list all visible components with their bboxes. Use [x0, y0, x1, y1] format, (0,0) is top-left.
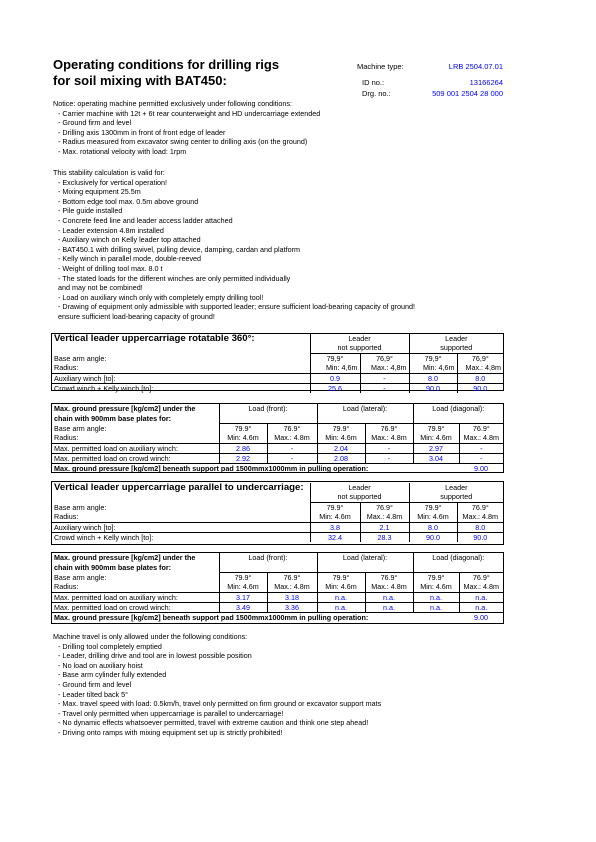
section2-table: [52, 483, 503, 542]
machine-type-label: Machine type:: [357, 62, 404, 71]
leader-header: Leader: [409, 483, 503, 492]
travel-condition-item: - Ground firm and level: [58, 679, 132, 689]
aux-winch-value: 8.0: [457, 373, 503, 383]
leader-header: Leader: [310, 334, 409, 343]
angle-cell: 76.9°: [365, 423, 413, 433]
perm-crowd-value: 3.36: [267, 602, 317, 612]
angle-cell: 79.9°: [219, 572, 267, 582]
section1-pressure-table: [52, 404, 503, 474]
perm-crowd-value: n.a.: [365, 602, 413, 612]
perm-crowd-value: 3.49: [219, 602, 267, 612]
aux-winch-value: 2.1: [360, 522, 409, 532]
angle-cell: 76.9°: [459, 423, 503, 433]
radius-label: Radius:: [52, 433, 219, 443]
validity-item: - The stated loads for the different winches are only permitted individually: [58, 273, 291, 283]
radius-cell: Max.: 4.8m: [457, 512, 503, 522]
perm-aux-value: n.a.: [317, 592, 365, 602]
angle-cell: 76.9°: [267, 423, 317, 433]
notice-item: - Carrier machine with 12t + 6t rear counterweight and HD undercarriage extended: [58, 108, 321, 118]
radius-cell: Min: 4,6m: [310, 363, 360, 373]
travel-block: [53, 632, 381, 738]
radius-cell: Min: 4.6m: [409, 512, 457, 522]
perm-crowd-value: -: [267, 453, 317, 463]
perm-aux-label: Max. permitted load on auxiliary winch:: [52, 443, 219, 453]
leader-header: Leader: [409, 334, 503, 343]
radius-cell: Max.: 4.8m: [459, 433, 503, 443]
angle-cell: 76.9°: [360, 502, 409, 512]
support-pad-value: 9.00: [474, 464, 489, 474]
validity-item: - Exclusively for vertical operation!: [58, 177, 168, 187]
notice-item: - Max. rotational velocity with load: 1rpm: [58, 146, 187, 156]
drg-no-label: Drg. no.:: [362, 89, 391, 98]
supported-header: supported: [409, 492, 503, 502]
radius-cell: Max.: 4.8m: [459, 582, 503, 592]
load-front-header: Load (front):: [219, 404, 317, 413]
validity-item: - Pile guide installed: [58, 206, 123, 216]
id-no-label: ID no.:: [362, 78, 385, 87]
aux-winch-value: 0.9: [310, 373, 360, 383]
radius-cell: Max.: 4.8m: [360, 512, 409, 522]
travel-condition-item: - No load on auxiliary hoist: [58, 660, 143, 670]
crowd-winch-value: 90.0: [457, 532, 503, 542]
validity-item: - Drawing of equipment only admissible with supported leader; ensure sufficient load-bearing capacity of ground!: [58, 302, 416, 312]
travel-condition-item: - Driving onto ramps with mixing equipment set up is strictly prohibited!: [58, 727, 283, 737]
angle-cell: 79.9°: [413, 572, 459, 582]
aux-winch-value: 3.8: [310, 522, 360, 532]
radius-cell: Min: 4,6m: [409, 363, 457, 373]
radius-label: Radius:: [52, 363, 310, 373]
perm-crowd-value: 3.04: [413, 453, 459, 463]
angle-cell: 76.9°: [457, 502, 503, 512]
travel-condition-item: - Leader tilted back 5°: [58, 689, 128, 699]
validity-item: - BAT450.1 with drilling swivel, pulling device, damping, cardan and platform: [58, 244, 300, 254]
radius-cell: Min: 4.6m: [310, 512, 360, 522]
perm-aux-value: n.a.: [365, 592, 413, 602]
radius-cell: Min: 4.6m: [219, 582, 267, 592]
radius-cell: Max.: 4.8m: [365, 433, 413, 443]
perm-aux-value: 3.17: [219, 592, 267, 602]
perm-crowd-value: n.a.: [459, 602, 503, 612]
perm-aux-value: 2.97: [413, 443, 459, 453]
validity-item: - Concrete feed line and leader access ladder attached: [58, 215, 233, 225]
perm-crowd-label: Max. permitted load on crowd winch:: [52, 453, 219, 463]
perm-crowd-value: n.a.: [317, 602, 365, 612]
perm-aux-value: n.a.: [413, 592, 459, 602]
perm-aux-value: 2.86: [219, 443, 267, 453]
perm-aux-value: 3.18: [267, 592, 317, 602]
section1-title: Vertical leader uppercarriage rotatable 360°:: [54, 334, 255, 344]
validity-item: ensure sufficient load-bearing capacity of ground!: [58, 311, 215, 321]
validity-item: - Bottom edge tool max. 0.5m above ground: [58, 196, 199, 206]
load-front-header: Load (front):: [219, 553, 317, 562]
angle-cell: 76.9°: [459, 572, 503, 582]
ground-pressure-title: Max. ground pressure [kg/cm2] under the: [54, 404, 196, 414]
support-pad-value: 9.00: [474, 613, 489, 623]
validity-item: - Weight of drilling tool max. 8.0 t: [58, 263, 163, 273]
notice-item: - Drilling axis 1300mm in front of front edge of leader: [58, 127, 226, 137]
angle-cell: 79.9°: [219, 423, 267, 433]
travel-condition-item: - No dynamic effects whatsoever permitted, travel with extreme caution and think one step ahead!: [58, 718, 369, 728]
perm-crowd-value: 2.08: [317, 453, 365, 463]
machine-type-value: LRB 2504.07.01: [448, 62, 503, 71]
crowd-winch-value: 90.0: [409, 532, 457, 542]
travel-condition-item: - Travel only permitted when uppercarriage is parallel to undercarriage!: [58, 708, 284, 718]
perm-crowd-value: n.a.: [413, 602, 459, 612]
notice-item: - Ground firm and level: [58, 118, 132, 128]
perm-aux-value: n.a.: [459, 592, 503, 602]
leader-header: Leader: [310, 483, 409, 492]
validity-heading: This stability calculation is valid for:: [53, 168, 165, 177]
aux-winch-value: 8.0: [457, 522, 503, 532]
perm-crowd-value: -: [459, 453, 503, 463]
angle-cell: 79.9°: [310, 502, 360, 512]
base-arm-angle-label: Base arm angle:: [54, 423, 107, 433]
radius-cell: Min: 4.6m: [413, 582, 459, 592]
perm-aux-value: -: [459, 443, 503, 453]
perm-aux-value: 2.04: [317, 443, 365, 453]
supported-header: supported: [409, 343, 503, 353]
notice-list: [53, 109, 320, 157]
travel-condition-item: - Leader, drilling drive and tool are in lowest possible position: [58, 651, 252, 661]
perm-crowd-label: Max. permitted load on crowd winch:: [52, 602, 219, 612]
angle-cell: 79.9°: [317, 572, 365, 582]
not-supported-header: not supported: [310, 343, 409, 353]
load-diagonal-header: Load (diagonal):: [413, 404, 503, 413]
aux-winch-value: 8.0: [409, 522, 457, 532]
crowd-winch-value: 32.4: [310, 532, 360, 542]
perm-crowd-value: 2.92: [219, 453, 267, 463]
angle-cell: 76,9°: [360, 353, 409, 363]
radius-label: Radius:: [52, 582, 219, 592]
base-arm-angle-label: Base arm angle:: [54, 572, 107, 582]
perm-aux-value: -: [365, 443, 413, 453]
radius-cell: Max.: 4.8m: [267, 582, 317, 592]
crowd-winch-label: Crowd winch + Kelly winch [to]:: [54, 384, 154, 394]
travel-heading: Machine travel is only allowed under the following conditions:: [53, 632, 248, 641]
notice-item: - Radius measured from excavator swing center to drilling axis (on the ground): [58, 137, 308, 147]
load-diagonal-header: Load (diagonal):: [413, 553, 503, 562]
notice-heading: Notice: operating machine permitted exclusively under following conditions:: [53, 99, 292, 108]
aux-winch-label: Auxiliary winch [to]:: [52, 522, 310, 532]
crowd-winch-value: 25.6: [310, 383, 360, 393]
validity-item: - Auxiliary winch on Kelly leader top attached: [58, 235, 201, 245]
angle-cell: 76.9°: [267, 572, 317, 582]
document-title-line1: Operating conditions for drilling rigs: [53, 57, 280, 72]
section2-title: Vertical leader uppercarriage parallel to undercarriage:: [54, 483, 304, 493]
validity-item: - Leader extension 4.8m installed: [58, 225, 164, 235]
aux-winch-value: 8.0: [409, 373, 457, 383]
validity-item: - Kelly winch in parallel mode, double-reeved: [58, 254, 202, 264]
radius-cell: Max.: 4,8m: [457, 363, 503, 373]
angle-cell: 76.9°: [365, 572, 413, 582]
radius-cell: Min: 4.6m: [317, 582, 365, 592]
validity-item: - Mixing equipment 25.5m: [58, 187, 141, 197]
travel-list: [53, 642, 381, 738]
aux-winch-label: Auxiliary winch [to]:: [52, 373, 310, 383]
angle-cell: 79.9°: [317, 423, 365, 433]
crowd-winch-value: 28.3: [360, 532, 409, 542]
section2-pressure-table: [52, 553, 503, 623]
perm-crowd-value: -: [365, 453, 413, 463]
base-arm-angle-label: Base arm angle:: [54, 353, 107, 363]
document-title-line2: for soil mixing with BAT450:: [53, 73, 227, 88]
travel-condition-item: - Base arm cylinder fully extended: [58, 670, 167, 680]
ground-pressure-subtitle: chain with 900mm base plates for:: [54, 413, 172, 423]
load-lateral-header: Load (lateral):: [317, 553, 413, 562]
base-arm-angle-label: Base arm angle:: [54, 502, 107, 512]
radius-cell: Max.: 4,8m: [360, 363, 409, 373]
radius-cell: Max.: 4.8m: [267, 433, 317, 443]
perm-aux-label: Max. permitted load on auxiliary winch:: [52, 592, 219, 602]
radius-cell: Min: 4.6m: [219, 433, 267, 443]
drg-no-value: 509 001 2504 28 000: [432, 89, 503, 98]
validity-item: - Load on auxiliary winch only with completely empty drilling tool!: [58, 292, 264, 302]
load-lateral-header: Load (lateral):: [317, 404, 413, 413]
radius-cell: Min: 4.6m: [317, 433, 365, 443]
ground-pressure-title: Max. ground pressure [kg/cm2] under the: [54, 553, 196, 563]
ground-pressure-subtitle: chain with 900mm base plates for:: [54, 562, 172, 572]
angle-cell: 76,9°: [457, 353, 503, 363]
validity-item: and may not be combined!: [58, 283, 143, 293]
crowd-winch-value: 90.0: [409, 383, 457, 393]
validity-list: [53, 178, 415, 322]
angle-cell: 79.9°: [413, 423, 459, 433]
notice-block: [53, 99, 320, 157]
angle-cell: 79,9°: [310, 353, 360, 363]
travel-condition-item: - Drilling tool completely emptied: [58, 641, 162, 651]
radius-cell: Min: 4.6m: [413, 433, 459, 443]
support-pad-label: Max. ground pressure [kg/cm2] beneath support pad 1500mmx1000mm in pulling operation:: [54, 613, 369, 623]
section1-table: [52, 334, 503, 393]
support-pad-label: Max. ground pressure [kg/cm2] beneath support pad 1500mmx1000mm in pulling operation:: [54, 464, 369, 474]
perm-aux-value: -: [267, 443, 317, 453]
angle-cell: 79,9°: [409, 353, 457, 363]
crowd-winch-label: Crowd winch + Kelly winch [to]:: [54, 533, 154, 543]
travel-condition-item: - Max. travel speed with load: 0.5km/h, travel only permitted on firm ground or excavator support mats: [58, 699, 382, 709]
crowd-winch-value: 90.0: [457, 383, 503, 393]
aux-winch-value: -: [360, 373, 409, 383]
id-no-value: 13166264: [469, 78, 503, 87]
crowd-winch-value: -: [360, 383, 409, 393]
angle-cell: 79.9°: [409, 502, 457, 512]
not-supported-header: not supported: [310, 492, 409, 502]
radius-cell: Max.: 4.8m: [365, 582, 413, 592]
validity-block: [53, 168, 415, 322]
radius-label: Radius:: [52, 512, 310, 522]
